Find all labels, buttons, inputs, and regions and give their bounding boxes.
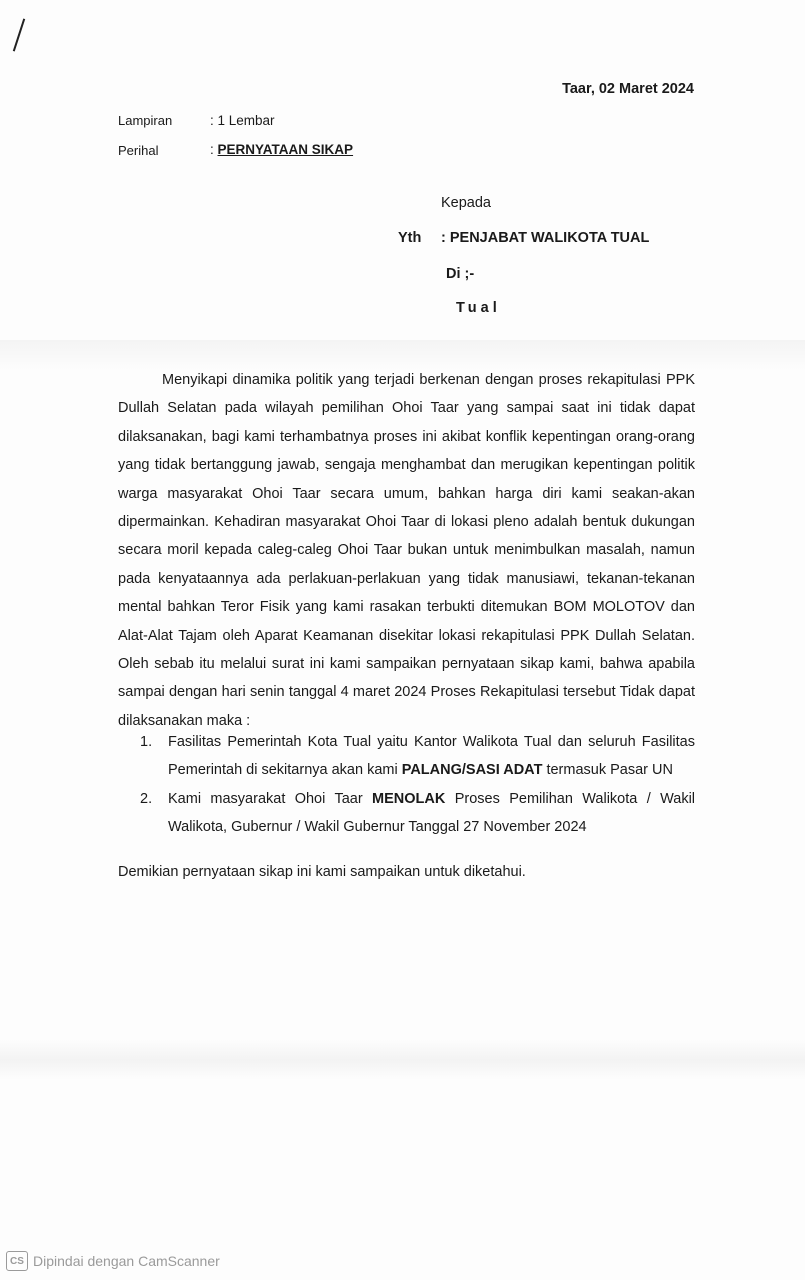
lampiran-value: : 1 Lembar — [210, 113, 275, 128]
list-item-number: 2. — [140, 790, 153, 807]
yth-label: Yth — [398, 230, 422, 246]
closing-sentence: Demikian pernyataan sikap ini kami sampaikan untuk diketahui. — [118, 864, 526, 880]
perihal-row — [210, 142, 353, 157]
list-item-emphasis: MENOLAK — [372, 790, 446, 807]
recipient: : PENJABAT WALIKOTA TUAL — [441, 230, 650, 246]
demands-list — [140, 728, 695, 842]
list-item-emphasis: PALANG/SASI ADAT — [401, 762, 543, 779]
list-item-number: 1. — [140, 734, 153, 750]
list-item-text-part: Kami masyarakat Ohoi Taar — [168, 790, 373, 807]
perihal-value: PERNYATAAN SIKAP — [217, 142, 354, 157]
perihal-colon: : — [210, 142, 214, 157]
list-item — [140, 728, 695, 785]
list-item-text — [168, 785, 695, 842]
handwritten-slash-mark — [13, 19, 25, 52]
di-label: Di ;- — [446, 266, 475, 282]
list-item-text-part: Proses Pemilihan Walikota / Wakil Walikota, Gubernur / Wakil Gubernur Tanggal 27 November 2024 — [168, 790, 696, 836]
letter-body: Menyikapi dinamika politik yang terjadi berkenan dengan proses rekapitulasi PPK Dullah Selatan pada wilayah pemilihan Ohoi Taar yang sampai saat ini tidak dapat dilaksanakan, bagi kami terhambatnya proses ini akibat konflik kepentingan orang-orang yang tidak bertanggung jawab, sengaja menghambat dan merugikan kepentingan politik warga masyarakat Ohoi Taar secara umum, bahkan harga diri kami seakan-akan dipermainkan. Kehadiran masyarakat Ohoi Taar di lokasi pleno adalah bentuk dukungan secara moril kepada caleg-caleg Ohoi Taar bukan untuk menimbulkan masalah, namun pada kenyataannya ada perlakuan-perlakuan yang tidak manusiawi, tekanan-tekanan mental bahkan Teror Fisik yang kami rasakan terbukti ditemukan BOM MOLOTOV dan Alat-Alat Tajam oleh Aparat Keamanan disekitar lokasi rekapitulasi PPK Dullah Selatan. Oleh sebab itu melalui surat ini kami sampaikan pernyataan sikap kami, bahwa apabila sampai dengan hari senin tanggal 4 maret 2024 Proses Rekapitulasi tersebut Tidak dapat dilaksanakan maka : — [118, 372, 695, 729]
list-item — [140, 785, 695, 842]
list-item-text — [168, 728, 695, 785]
letter-date: Taar, 02 Maret 2024 — [562, 81, 694, 97]
list-item-text-part: Fasilitas Pemerintah Kota Tual yaitu Kantor Walikota Tual dan seluruh Fasilitas Pemerintah di sekitarnya akan kami — [168, 734, 695, 779]
camscanner-icon: CS — [6, 1251, 28, 1271]
kepada-label: Kepada — [441, 195, 491, 211]
camscanner-watermark — [6, 1251, 220, 1271]
watermark-text: Dipindai dengan CamScanner — [33, 1253, 220, 1269]
perihal-label: Perihal — [118, 143, 159, 158]
recipient-place: Tual — [456, 300, 501, 316]
scan-shadow — [0, 1040, 805, 1080]
list-item-text-part: termasuk Pasar UN — [542, 762, 673, 779]
lampiran-label: Lampiran — [118, 113, 173, 128]
